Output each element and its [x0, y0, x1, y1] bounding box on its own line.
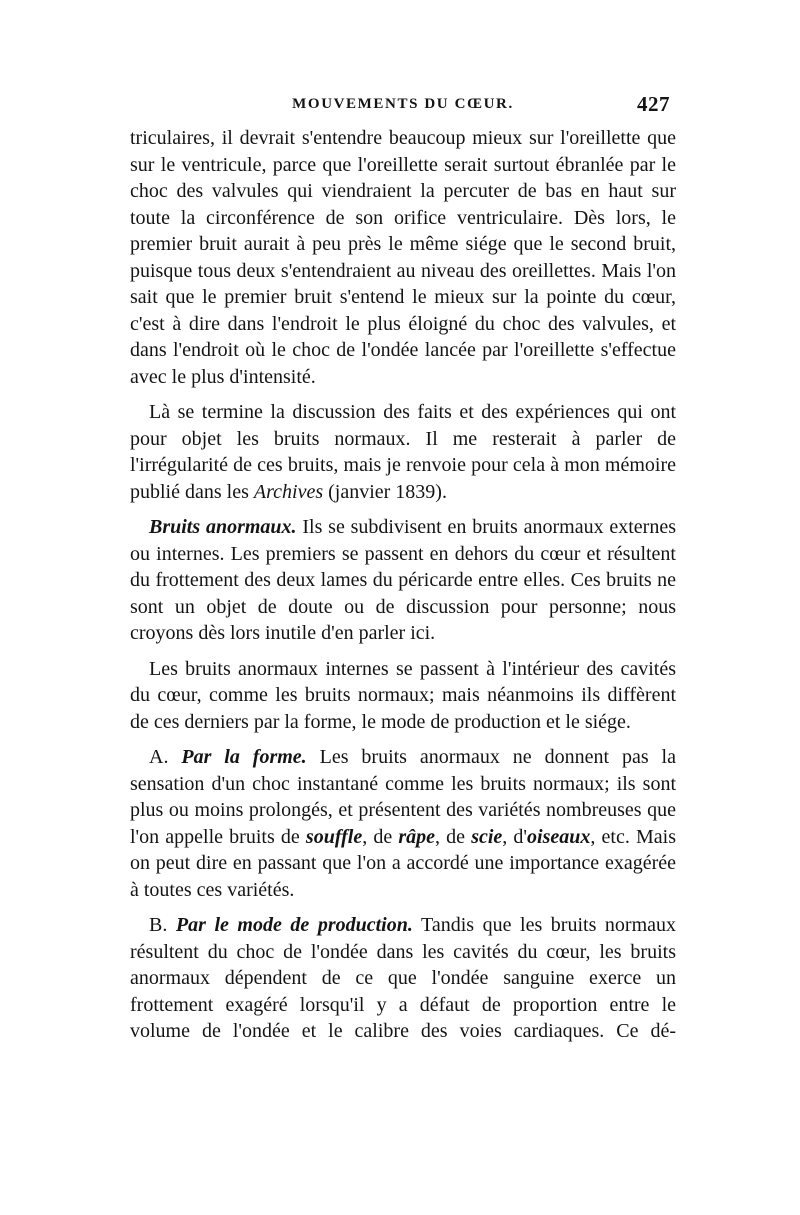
page-number: 427	[637, 92, 670, 116]
section-heading: Par la forme.	[181, 746, 307, 768]
section-heading: Par le mode de production.	[175, 914, 413, 936]
paragraph-text: Les bruits anormaux internes se passent à l'intérieur des cavités du cœur, comme les bruits normaux; mais néanmoins ils diffèrent de ces derniers par la forme, le mode de production et le siége.	[130, 657, 676, 733]
paragraph-text: triculaires, il devrait s'entendre beaucoup mieux sur l'oreillette que sur le ventricule, parce que l'oreillette serait surtout ébranlée par le choc des valvules qui viendraient la percuter de bas en haut sur toute la circonférence de son orifice ventriculaire. Dès lors, le premier bruit aurait à peu près le même siége que le second bruit, puisque tous deux s'entendraient au niveau des oreillettes. Mais l'on sait que le premier bruit s'entend le mieux sur la pointe du cœur, c'est à dire dans l'endroit le plus éloigné du choc des valvules, et dans l'endroit où le choc de l'ondée lancée par l'oreillette s'effectue avec le plus d'intensité.	[130, 127, 676, 388]
paragraph-text: , etc. Mais on peut dire en passant que l'on a accordé une importance exagérée à toutes ces variétés.	[130, 825, 676, 901]
paragraph-text: Les bruits anormaux ne donnent pas la sensation d'un choc instantané comme les bruits normaux; ils sont plus ou moins prolongés, et présentent des variétés nombreuses que l'on appelle bruits de	[130, 746, 676, 848]
term-rape: râpe	[398, 825, 436, 848]
paragraph-text: Tandis que les bruits normaux résultent du choc de l'ondée dans les cavités du cœur, les bruits anormaux dépendent de ce que l'ondée sanguine exerce un frottement exagéré lorsqu'il y a défaut de proportion entre le volume de l'ondée et le calibre des voies cardiaques. Ce dé-	[130, 914, 676, 1042]
body-text	[130, 125, 676, 1045]
section-letter: A.	[149, 746, 182, 768]
paragraph	[130, 744, 676, 903]
paragraph	[130, 912, 676, 1045]
paragraph-text: Ils se subdivisent en bruits anormaux externes ou internes. Les premiers se passent en dehors du cœur et résultent du frottement des deux lames du péricarde entre elles. Ces bruits ne sont un objet de doute ou de discussion pour personne; nous croyons dès lors inutile d'en parler ici.	[130, 516, 677, 644]
running-header	[130, 92, 676, 120]
section-heading: Bruits anormaux.	[149, 516, 297, 538]
term-scie: scie	[471, 825, 503, 848]
paragraph	[130, 656, 676, 736]
term-souffle: souffle	[305, 825, 363, 848]
paragraph	[130, 399, 676, 505]
paragraph-text: , de	[435, 825, 472, 848]
paragraph-text: , de	[362, 825, 399, 848]
paragraph-text: (janvier 1839).	[323, 480, 447, 503]
term-oiseaux: oiseaux	[527, 825, 591, 848]
paragraph-text: Là se termine la discussion des faits et des expériences qui ont pour objet les bruits normaux. Il me resterait à parler de l'irrégularité de ces bruits, mais je renvoie pour cela à mon mémoire publié dans les	[130, 401, 676, 503]
paragraph-text: , d'	[502, 825, 528, 848]
paragraph	[130, 125, 676, 390]
section-letter: B.	[149, 914, 176, 936]
paragraph	[130, 514, 676, 647]
journal-title: Archives	[253, 480, 324, 503]
running-title: MOUVEMENTS DU CŒUR.	[292, 96, 514, 112]
